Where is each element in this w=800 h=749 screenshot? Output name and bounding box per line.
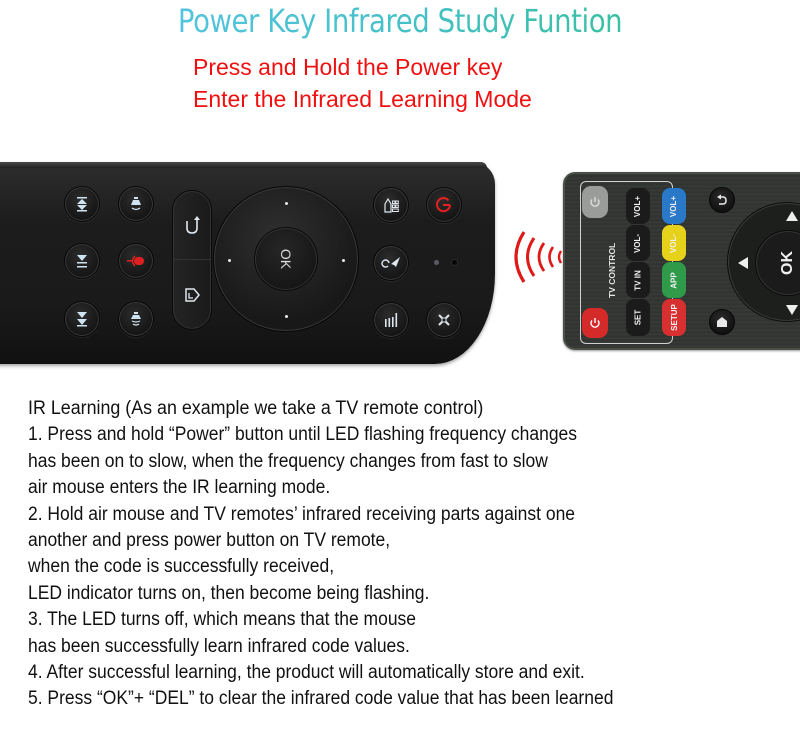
dpad (213, 186, 359, 332)
tv-power-red-button[interactable] (582, 308, 608, 338)
instruction-line: 4. After successful learning, the product will automatically store and exit. (28, 662, 585, 684)
voice-top-button[interactable] (118, 186, 154, 222)
subtitle-line-1: Press and Hold the Power key (193, 54, 503, 80)
tv-ok-button[interactable] (755, 230, 800, 296)
tv-back-button[interactable] (709, 187, 735, 213)
color-app-button[interactable]: APP (662, 262, 686, 298)
home-arrow-icon (183, 286, 201, 304)
voice-waves-button[interactable] (118, 301, 154, 337)
instruction-line: has been successfully learn infrared code values. (28, 635, 410, 657)
apps-icon (383, 196, 399, 214)
dpad-left[interactable] (228, 259, 231, 262)
tv-set-button[interactable]: SET (626, 299, 650, 336)
instructions-heading: IR Learning (As an example we take a TV remote control) (28, 398, 484, 419)
power-icon (589, 317, 601, 329)
dpad-down[interactable] (285, 315, 288, 318)
color-vol-down-button[interactable]: VOL- (662, 225, 686, 261)
instruction-line: 2. Hold air mouse and TV remotes’ infrared receiving parts against one (28, 503, 576, 525)
power-icon (435, 196, 453, 214)
home-icon (716, 316, 728, 328)
delete-button[interactable] (426, 302, 462, 338)
tv-dpad-left[interactable] (738, 257, 748, 269)
tv-control-label: TV CONTROL (607, 242, 617, 298)
ir-signal-waves-icon (508, 228, 568, 286)
led-indicator (434, 260, 439, 265)
voice-top-icon (129, 196, 143, 212)
ir-receiver (452, 260, 457, 265)
instructions (28, 396, 798, 713)
color-setup-button[interactable]: SETUP (662, 299, 686, 336)
skip-up-icon (75, 196, 89, 212)
back-button[interactable] (173, 191, 211, 260)
apps-button[interactable] (373, 187, 409, 223)
back-arrow-icon (716, 194, 728, 206)
instruction-line: air mouse enters the IR learning mode. (28, 477, 331, 499)
voice-waves-icon (129, 311, 143, 327)
microphone-icon (126, 254, 146, 268)
volume-bars-icon (383, 312, 399, 328)
ok-label: OK (277, 248, 294, 270)
skip-down-icon (75, 311, 89, 327)
instruction-line: when the code is successfully received, (28, 556, 335, 578)
subtitle-line-2: Enter the Infrared Learning Mode (193, 86, 532, 112)
back-home-rocker (172, 190, 212, 330)
instruction-line: 3. The LED turns off, which means that the mouse (28, 609, 417, 631)
volume-button[interactable] (373, 302, 409, 338)
color-vol-up-button[interactable]: VOL+ (662, 188, 686, 224)
tv-home-button[interactable] (709, 309, 735, 335)
tv-vol-down-button[interactable]: VOL- (626, 225, 650, 261)
skip-up-button[interactable] (64, 186, 100, 222)
tv-vol-up-button[interactable]: VOL+ (626, 188, 650, 224)
skip-middle-button[interactable] (64, 243, 100, 279)
power-icon (589, 196, 601, 208)
mouse-pointer-button[interactable] (373, 245, 409, 281)
delete-x-icon (436, 312, 452, 328)
skip-middle-icon (75, 253, 89, 269)
instruction-line: 5. Press “OK”+ “DEL” to clear the infrared code value that has been learned (28, 688, 614, 710)
instruction-line: has been on to slow, when the frequency changes from fast to slow (28, 450, 548, 472)
mouse-pointer-icon (381, 255, 401, 271)
ok-button[interactable] (254, 227, 318, 291)
instruction-line: LED indicator turns on, then become being flashing. (28, 582, 430, 604)
dpad-right[interactable] (342, 259, 345, 262)
dpad-up[interactable] (285, 202, 288, 205)
tv-dpad-up[interactable] (786, 211, 798, 221)
page-title: Power Key Infrared Study Funtion (56, 0, 744, 44)
tv-power-grey-button[interactable] (582, 186, 608, 218)
microphone-button[interactable] (118, 243, 154, 279)
power-button[interactable] (426, 187, 462, 223)
skip-down-button[interactable] (64, 301, 100, 337)
home-button[interactable] (173, 260, 211, 329)
tv-input-button[interactable]: TV IN (626, 262, 650, 298)
tv-dpad-down[interactable] (786, 305, 798, 315)
back-u-turn-icon (184, 215, 200, 235)
instruction-line: another and press power button on TV remote, (28, 530, 391, 552)
tv-ok-label: OK (779, 251, 796, 275)
instruction-line: 1. Press and hold “Power” button until LED flashing frequency changes (28, 424, 578, 446)
